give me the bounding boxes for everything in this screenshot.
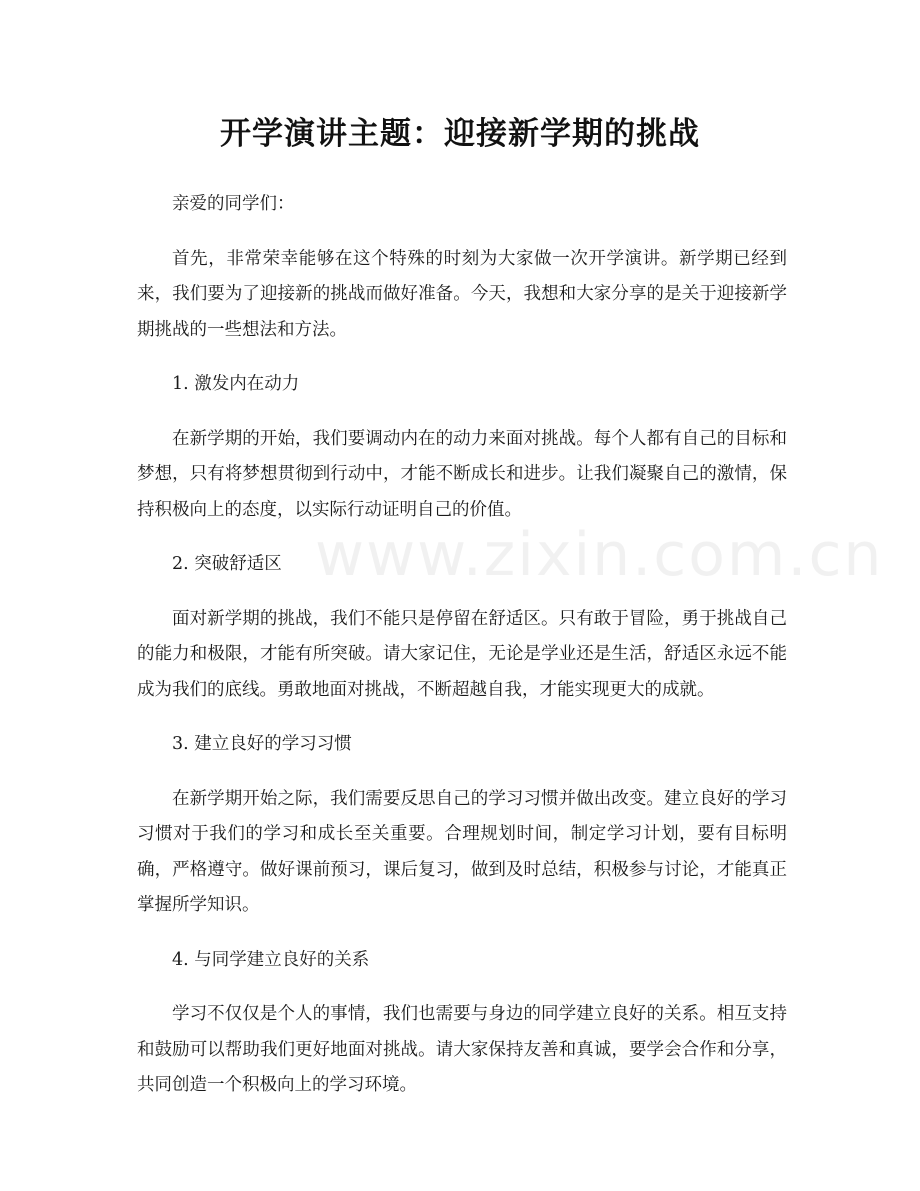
document-body bbox=[137, 180, 787, 1104]
intro-paragraph: 首先，非常荣幸能够在这个特殊的时刻为大家做一次开学演讲。新学期已经到来，我们要为了迎接新的挑战而做好准备。今天，我想和大家分享的是关于迎接新学期挑战的一些想法和方法。 bbox=[137, 248, 787, 340]
salutation: 亲爱的同学们： bbox=[172, 194, 295, 214]
section-body: 在新学期开始之际，我们需要反思自己的学习习惯并做出改变。建立良好的学习习惯对于我们的学习和成长至关重要。合理规划时间，制定学习计划，要有目标明确，严格遵守。做好课前预习，课后复习，做到及时总结，积极参与讨论，才能真正掌握所学知识。 bbox=[137, 788, 787, 915]
section-3 bbox=[137, 727, 787, 924]
document-title: 开学演讲主题：迎接新学期的挑战 bbox=[220, 116, 700, 152]
section-body: 在新学期的开始，我们要调动内在的动力来面对挑战。每个人都有自己的目标和梦想，只有将梦想贯彻到行动中，才能不断成长和进步。让我们凝聚自己的激情，保持积极向上的态度，以实际行动证明自己的价值。 bbox=[137, 428, 787, 520]
section-heading: 4. 与同学建立良好的关系 bbox=[172, 949, 370, 970]
section-1 bbox=[137, 367, 787, 528]
section-2 bbox=[137, 547, 787, 708]
section-heading: 1. 激发内在动力 bbox=[172, 374, 300, 394]
section-heading: 3. 建立良好的学习习惯 bbox=[172, 734, 352, 754]
watermark: www.zixin.com.cn bbox=[315, 520, 884, 590]
section-body: 面对新学期的挑战，我们不能只是停留在舒适区。只有敢于冒险，勇于挑战自己的能力和极限，才能有所突破。请大家记住，无论是学业还是生活，舒适区永远不能成为我们的底线。勇敢地面对挑战，不断超越自我，才能实现更大的成就。 bbox=[137, 608, 787, 700]
section-4 bbox=[137, 943, 787, 1104]
section-heading: 2. 突破舒适区 bbox=[172, 554, 282, 574]
section-body: 学习不仅仅是个人的事情，我们也需要与身边的同学建立良好的关系。相互支持和鼓励可以帮助我们更好地面对挑战。请大家保持友善和真诚，要学会合作和分享，共同创造一个积极向上的学习环境。 bbox=[137, 1004, 787, 1095]
